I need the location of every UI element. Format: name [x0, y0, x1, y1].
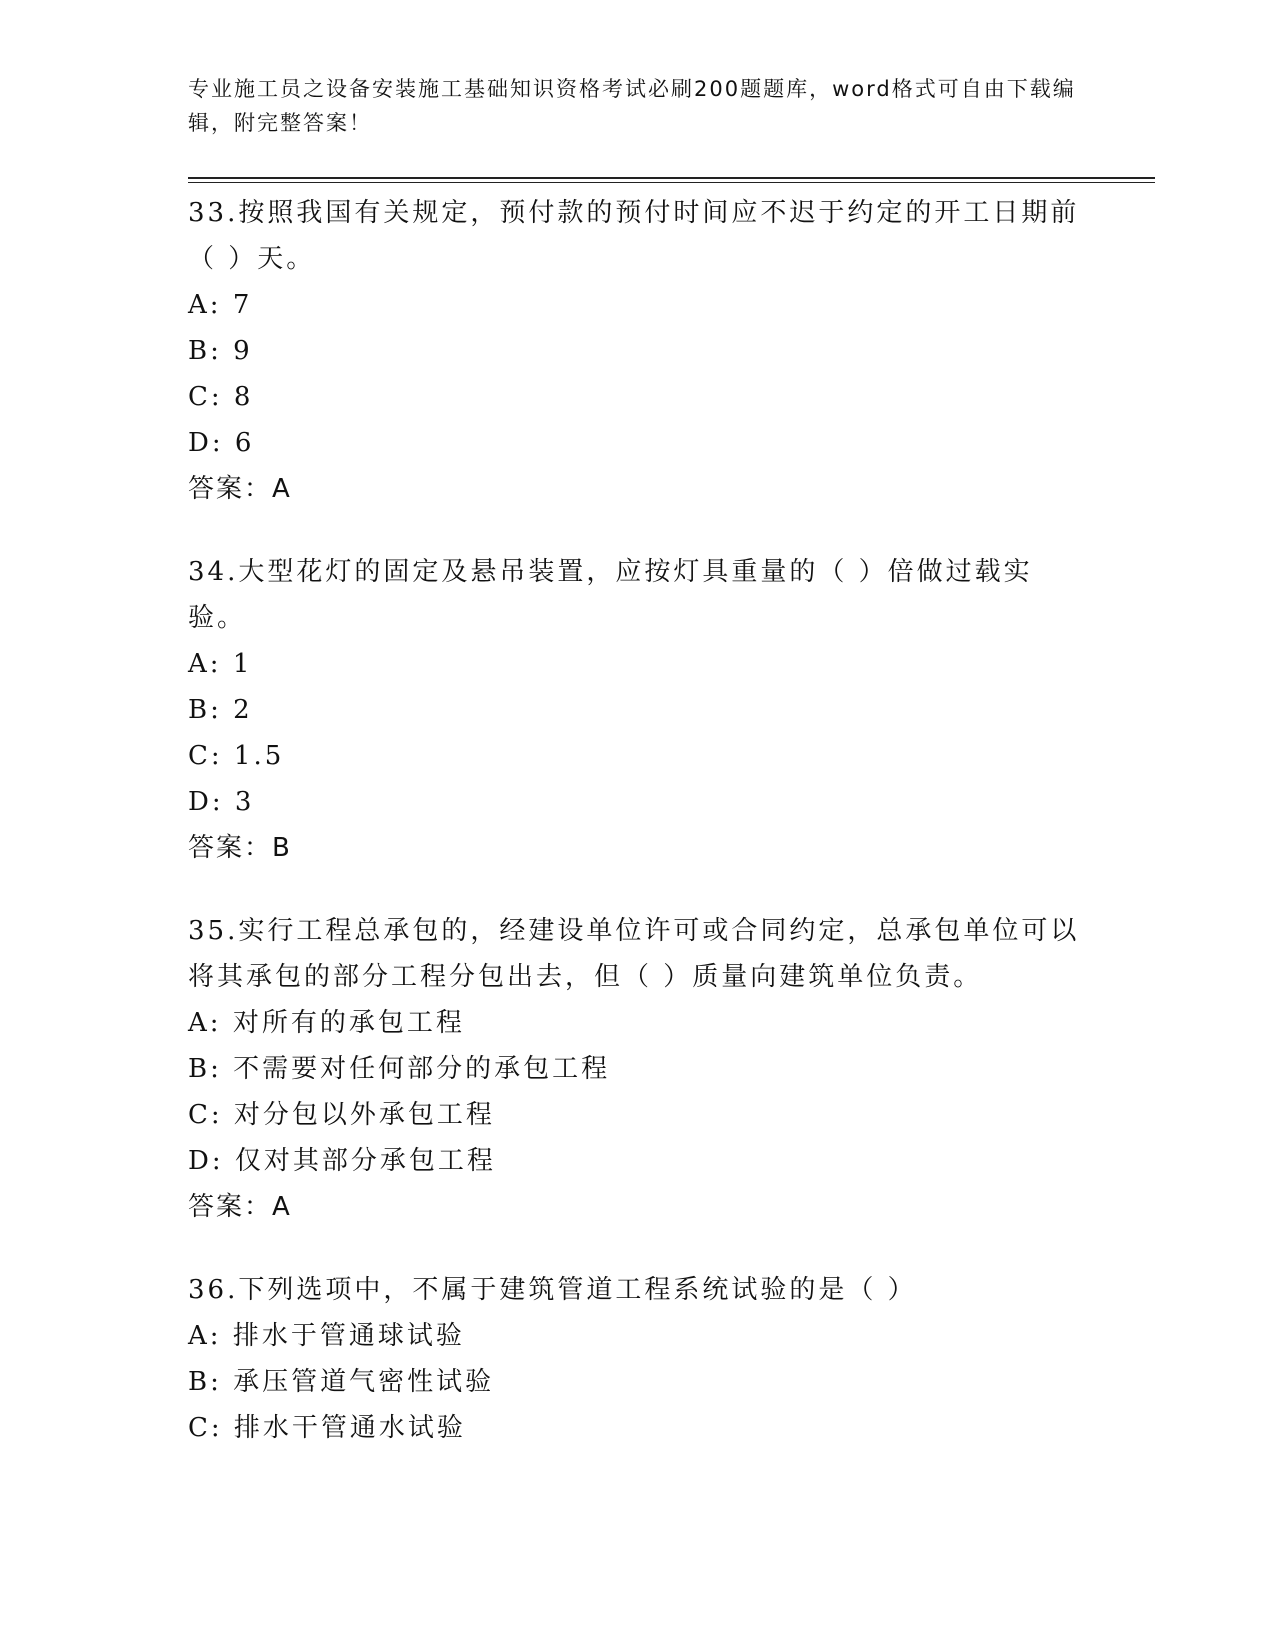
option-text: 排水干管通水试验 — [233, 1413, 466, 1443]
option-label: C: — [188, 1100, 223, 1130]
option-label: A: — [188, 649, 222, 679]
option-label: B: — [188, 1054, 222, 1084]
option-c — [188, 733, 1088, 779]
option-text: 1.5 — [233, 741, 285, 771]
option-text: 1 — [232, 649, 253, 679]
option-text: 2 — [233, 695, 253, 725]
option-c — [188, 1405, 1088, 1451]
option-a — [188, 1000, 1088, 1046]
answer-line: 答案：A — [188, 474, 292, 504]
option-label: B: — [188, 695, 222, 725]
option-label: C: — [188, 382, 223, 412]
question-stem: 34.大型花灯的固定及悬吊装置，应按灯具重量的（ ）倍做过载实验。 — [188, 557, 1033, 633]
question-stem: 36.下列选项中，不属于建筑管道工程系统试验的是（ ） — [188, 1275, 917, 1305]
question-35 — [188, 908, 1088, 1230]
option-text: 承压管道气密性试验 — [233, 1367, 495, 1397]
answer-line: 答案：B — [188, 833, 292, 863]
question-36 — [188, 1267, 1088, 1451]
option-d — [188, 1138, 1088, 1184]
option-a — [188, 641, 1088, 687]
option-b — [188, 1359, 1088, 1405]
option-text: 6 — [234, 428, 255, 458]
option-label: D: — [188, 428, 224, 458]
option-text: 9 — [233, 336, 253, 366]
option-label: D: — [188, 787, 224, 817]
option-label: A: — [188, 290, 222, 320]
question-list — [188, 190, 1088, 1488]
option-b — [188, 1046, 1088, 1092]
option-label: C: — [188, 741, 223, 771]
option-c — [188, 1092, 1088, 1138]
option-label: A: — [188, 1321, 222, 1351]
option-label: B: — [188, 336, 222, 366]
option-b — [188, 328, 1088, 374]
option-label: B: — [188, 1367, 222, 1397]
question-stem: 33.按照我国有关规定，预付款的预付时间应不迟于约定的开工日期前（ ）天。 — [188, 198, 1080, 274]
option-label: D: — [188, 1146, 224, 1176]
option-label: A: — [188, 1008, 222, 1038]
header-divider-thin — [188, 182, 1155, 183]
option-text: 排水于管通球试验 — [232, 1321, 465, 1351]
option-text: 7 — [232, 290, 253, 320]
option-a — [188, 282, 1088, 328]
option-text: 8 — [233, 382, 254, 412]
header-divider — [188, 177, 1155, 179]
option-label: C: — [188, 1413, 223, 1443]
option-d — [188, 779, 1088, 825]
option-d — [188, 420, 1088, 466]
question-34 — [188, 549, 1088, 871]
option-text: 仅对其部分承包工程 — [234, 1146, 496, 1176]
question-33 — [188, 190, 1088, 512]
option-c — [188, 374, 1088, 420]
option-text: 对所有的承包工程 — [232, 1008, 465, 1038]
document-header: 专业施工员之设备安装施工基础知识资格考试必刷200题题库，word格式可自由下载编辑，附完整答案！ — [188, 77, 1076, 135]
option-text: 对分包以外承包工程 — [233, 1100, 495, 1130]
option-text: 3 — [234, 787, 255, 817]
option-text: 不需要对任何部分的承包工程 — [233, 1054, 611, 1084]
answer-line: 答案：A — [188, 1192, 292, 1222]
question-stem: 35.实行工程总承包的，经建设单位许可或合同约定，总承包单位可以将其承包的部分工程分包出去，但（ ）质量向建筑单位负责。 — [188, 916, 1080, 992]
option-b — [188, 687, 1088, 733]
option-a — [188, 1313, 1088, 1359]
